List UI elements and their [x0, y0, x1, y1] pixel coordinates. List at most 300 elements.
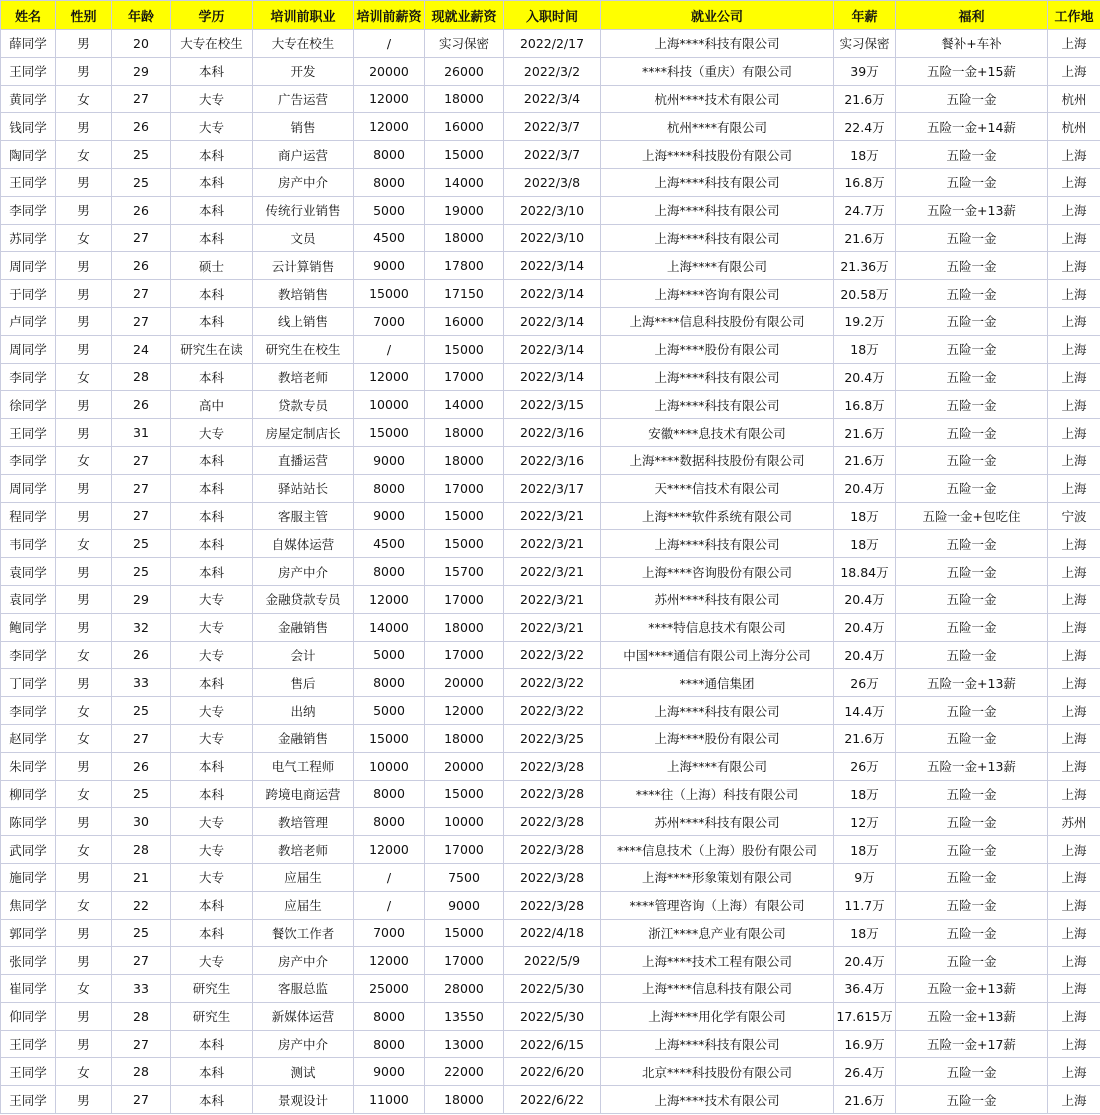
table-row [1, 57, 1100, 85]
header-benefits: 福利 [896, 1, 1048, 30]
cell-gender: 男 [56, 752, 112, 780]
cell-prior-salary: / [354, 863, 425, 891]
cell-prior-salary: 5000 [354, 697, 425, 725]
table-row [1, 947, 1100, 975]
cell-current-salary: 16000 [425, 113, 504, 141]
cell-annual-salary: 16.8万 [834, 168, 896, 196]
cell-company: ****往（上海）科技有限公司 [601, 780, 834, 808]
table-row [1, 1002, 1100, 1030]
cell-annual-salary: 12万 [834, 808, 896, 836]
cell-hire-date: 2022/3/28 [504, 808, 601, 836]
cell-benefits: 五险一金 [896, 780, 1048, 808]
cell-prior-salary: 20000 [354, 57, 425, 85]
cell-gender: 男 [56, 919, 112, 947]
cell-location: 杭州 [1048, 113, 1100, 141]
cell-education: 大专 [171, 85, 253, 113]
table-row [1, 752, 1100, 780]
cell-prior-job: 线上销售 [253, 307, 354, 335]
cell-company: 上海****信息科技股份有限公司 [601, 307, 834, 335]
cell-company: 上海****科技有限公司 [601, 196, 834, 224]
cell-hire-date: 2022/3/28 [504, 836, 601, 864]
table-row [1, 30, 1100, 58]
cell-location: 上海 [1048, 613, 1100, 641]
cell-prior-salary: / [354, 30, 425, 58]
cell-annual-salary: 20.4万 [834, 947, 896, 975]
cell-education: 本科 [171, 280, 253, 308]
cell-prior-job: 教培管理 [253, 808, 354, 836]
cell-location: 上海 [1048, 1058, 1100, 1086]
cell-name: 韦同学 [1, 530, 56, 558]
cell-prior-job: 文员 [253, 224, 354, 252]
cell-location: 上海 [1048, 30, 1100, 58]
cell-prior-salary: 8000 [354, 558, 425, 586]
cell-current-salary: 20000 [425, 752, 504, 780]
table-row [1, 1086, 1100, 1114]
cell-location: 上海 [1048, 391, 1100, 419]
cell-company: 上海****科技有限公司 [601, 697, 834, 725]
cell-benefits: 五险一金 [896, 724, 1048, 752]
cell-prior-job: 直播运营 [253, 446, 354, 474]
cell-name: 周同学 [1, 335, 56, 363]
cell-age: 25 [112, 780, 171, 808]
cell-name: 仰同学 [1, 1002, 56, 1030]
cell-current-salary: 17000 [425, 641, 504, 669]
cell-hire-date: 2022/3/10 [504, 196, 601, 224]
cell-age: 24 [112, 335, 171, 363]
cell-prior-salary: 15000 [354, 280, 425, 308]
cell-annual-salary: 18万 [834, 836, 896, 864]
cell-benefits: 五险一金 [896, 1058, 1048, 1086]
cell-education: 本科 [171, 196, 253, 224]
cell-gender: 男 [56, 196, 112, 224]
cell-gender: 女 [56, 446, 112, 474]
cell-age: 27 [112, 947, 171, 975]
cell-company: 上海****软件系统有限公司 [601, 502, 834, 530]
cell-benefits: 五险一金 [896, 1086, 1048, 1114]
cell-gender: 男 [56, 669, 112, 697]
cell-prior-job: 广告运营 [253, 85, 354, 113]
cell-hire-date: 2022/3/14 [504, 363, 601, 391]
cell-company: ****特信息技术有限公司 [601, 613, 834, 641]
cell-current-salary: 15000 [425, 141, 504, 169]
cell-education: 本科 [171, 1086, 253, 1114]
cell-gender: 男 [56, 558, 112, 586]
cell-prior-salary: 10000 [354, 391, 425, 419]
cell-company: 天****信技术有限公司 [601, 474, 834, 502]
cell-benefits: 五险一金+13薪 [896, 975, 1048, 1003]
cell-company: 苏州****科技有限公司 [601, 585, 834, 613]
cell-education: 本科 [171, 1058, 253, 1086]
cell-benefits: 五险一金+13薪 [896, 752, 1048, 780]
header-gender: 性别 [56, 1, 112, 30]
cell-benefits: 五险一金 [896, 224, 1048, 252]
cell-prior-job: 应届生 [253, 891, 354, 919]
table-row [1, 558, 1100, 586]
cell-prior-job: 研究生在校生 [253, 335, 354, 363]
cell-prior-job: 教培老师 [253, 836, 354, 864]
cell-prior-salary: 8000 [354, 141, 425, 169]
cell-hire-date: 2022/3/28 [504, 863, 601, 891]
cell-age: 26 [112, 641, 171, 669]
cell-age: 25 [112, 697, 171, 725]
cell-prior-salary: 14000 [354, 613, 425, 641]
cell-current-salary: 17000 [425, 474, 504, 502]
header-name: 姓名 [1, 1, 56, 30]
cell-prior-salary: 8000 [354, 669, 425, 697]
cell-name: 李同学 [1, 446, 56, 474]
cell-location: 上海 [1048, 669, 1100, 697]
cell-annual-salary: 22.4万 [834, 113, 896, 141]
table-row [1, 307, 1100, 335]
cell-prior-job: 会计 [253, 641, 354, 669]
cell-benefits: 五险一金 [896, 641, 1048, 669]
table-row [1, 641, 1100, 669]
cell-annual-salary: 17.615万 [834, 1002, 896, 1030]
cell-prior-salary: 5000 [354, 641, 425, 669]
cell-location: 上海 [1048, 1030, 1100, 1058]
cell-gender: 女 [56, 1058, 112, 1086]
cell-age: 31 [112, 419, 171, 447]
cell-location: 上海 [1048, 697, 1100, 725]
cell-company: 上海****技术工程有限公司 [601, 947, 834, 975]
cell-company: 杭州****有限公司 [601, 113, 834, 141]
cell-gender: 男 [56, 113, 112, 141]
cell-gender: 男 [56, 419, 112, 447]
cell-gender: 男 [56, 335, 112, 363]
cell-annual-salary: 26万 [834, 669, 896, 697]
cell-location: 上海 [1048, 224, 1100, 252]
cell-hire-date: 2022/5/30 [504, 1002, 601, 1030]
cell-company: 上海****科技有限公司 [601, 363, 834, 391]
cell-education: 硕士 [171, 252, 253, 280]
cell-name: 王同学 [1, 168, 56, 196]
cell-prior-salary: 8000 [354, 168, 425, 196]
cell-location: 上海 [1048, 752, 1100, 780]
cell-prior-salary: 5000 [354, 196, 425, 224]
cell-annual-salary: 39万 [834, 57, 896, 85]
cell-current-salary: 17150 [425, 280, 504, 308]
cell-prior-job: 教培销售 [253, 280, 354, 308]
cell-education: 大专 [171, 613, 253, 641]
cell-location: 上海 [1048, 446, 1100, 474]
cell-name: 武同学 [1, 836, 56, 864]
table-row [1, 836, 1100, 864]
cell-location: 上海 [1048, 585, 1100, 613]
cell-name: 李同学 [1, 641, 56, 669]
cell-gender: 女 [56, 530, 112, 558]
header-prior-salary: 培训前薪资 [354, 1, 425, 30]
table-row [1, 863, 1100, 891]
cell-benefits: 五险一金+17薪 [896, 1030, 1048, 1058]
table-row [1, 363, 1100, 391]
cell-gender: 男 [56, 502, 112, 530]
cell-name: 李同学 [1, 196, 56, 224]
cell-gender: 女 [56, 836, 112, 864]
cell-hire-date: 2022/6/15 [504, 1030, 601, 1058]
table-row [1, 252, 1100, 280]
cell-benefits: 五险一金 [896, 530, 1048, 558]
cell-prior-salary: 9000 [354, 252, 425, 280]
cell-annual-salary: 18万 [834, 141, 896, 169]
cell-location: 苏州 [1048, 808, 1100, 836]
cell-name: 钱同学 [1, 113, 56, 141]
table-row [1, 446, 1100, 474]
cell-company: 上海****股份有限公司 [601, 335, 834, 363]
cell-age: 25 [112, 168, 171, 196]
cell-prior-salary: 8000 [354, 474, 425, 502]
table-row [1, 1058, 1100, 1086]
cell-benefits: 五险一金 [896, 919, 1048, 947]
cell-education: 大专 [171, 419, 253, 447]
cell-education: 大专 [171, 947, 253, 975]
cell-hire-date: 2022/3/28 [504, 752, 601, 780]
cell-annual-salary: 18万 [834, 335, 896, 363]
cell-prior-job: 客服总监 [253, 975, 354, 1003]
cell-current-salary: 16000 [425, 307, 504, 335]
cell-location: 上海 [1048, 836, 1100, 864]
cell-current-salary: 18000 [425, 419, 504, 447]
cell-education: 本科 [171, 502, 253, 530]
cell-name: 焦同学 [1, 891, 56, 919]
cell-name: 鲍同学 [1, 613, 56, 641]
cell-prior-job: 房产中介 [253, 558, 354, 586]
cell-education: 大专 [171, 836, 253, 864]
cell-prior-job: 房产中介 [253, 1030, 354, 1058]
cell-age: 22 [112, 891, 171, 919]
cell-annual-salary: 21.6万 [834, 446, 896, 474]
cell-name: 程同学 [1, 502, 56, 530]
table-row [1, 391, 1100, 419]
cell-hire-date: 2022/3/15 [504, 391, 601, 419]
cell-annual-salary: 21.6万 [834, 224, 896, 252]
cell-education: 大专 [171, 585, 253, 613]
cell-location: 上海 [1048, 947, 1100, 975]
cell-prior-job: 金融销售 [253, 613, 354, 641]
cell-current-salary: 18000 [425, 224, 504, 252]
cell-current-salary: 14000 [425, 168, 504, 196]
cell-benefits: 五险一金+13薪 [896, 196, 1048, 224]
cell-annual-salary: 21.6万 [834, 85, 896, 113]
cell-location: 上海 [1048, 641, 1100, 669]
cell-age: 27 [112, 280, 171, 308]
cell-benefits: 五险一金+14薪 [896, 113, 1048, 141]
cell-education: 大专 [171, 697, 253, 725]
cell-education: 本科 [171, 224, 253, 252]
table-row [1, 808, 1100, 836]
cell-name: 王同学 [1, 1058, 56, 1086]
cell-age: 21 [112, 863, 171, 891]
cell-location: 上海 [1048, 335, 1100, 363]
cell-gender: 男 [56, 863, 112, 891]
cell-annual-salary: 36.4万 [834, 975, 896, 1003]
cell-benefits: 五险一金 [896, 141, 1048, 169]
cell-prior-salary: 8000 [354, 780, 425, 808]
cell-company: 北京****科技股份有限公司 [601, 1058, 834, 1086]
cell-company: 上海****形象策划有限公司 [601, 863, 834, 891]
cell-hire-date: 2022/3/16 [504, 446, 601, 474]
table-row [1, 168, 1100, 196]
cell-prior-job: 客服主管 [253, 502, 354, 530]
cell-education: 本科 [171, 57, 253, 85]
cell-prior-job: 新媒体运营 [253, 1002, 354, 1030]
table-row [1, 919, 1100, 947]
cell-annual-salary: 21.6万 [834, 724, 896, 752]
cell-annual-salary: 20.4万 [834, 641, 896, 669]
cell-current-salary: 15000 [425, 335, 504, 363]
cell-hire-date: 2022/3/14 [504, 280, 601, 308]
cell-benefits: 五险一金 [896, 836, 1048, 864]
cell-benefits: 五险一金 [896, 307, 1048, 335]
cell-gender: 女 [56, 363, 112, 391]
cell-company: 上海****科技股份有限公司 [601, 141, 834, 169]
cell-prior-salary: 8000 [354, 1002, 425, 1030]
cell-age: 28 [112, 1058, 171, 1086]
cell-education: 本科 [171, 446, 253, 474]
cell-age: 28 [112, 363, 171, 391]
cell-benefits: 五险一金 [896, 280, 1048, 308]
cell-gender: 男 [56, 947, 112, 975]
cell-current-salary: 22000 [425, 1058, 504, 1086]
cell-education: 研究生 [171, 1002, 253, 1030]
cell-prior-job: 金融贷款专员 [253, 585, 354, 613]
cell-age: 28 [112, 836, 171, 864]
cell-company: 安徽****息技术有限公司 [601, 419, 834, 447]
cell-age: 26 [112, 752, 171, 780]
cell-annual-salary: 21.36万 [834, 252, 896, 280]
cell-age: 29 [112, 57, 171, 85]
table-row [1, 585, 1100, 613]
cell-current-salary: 26000 [425, 57, 504, 85]
cell-prior-salary: 8000 [354, 1030, 425, 1058]
cell-gender: 男 [56, 1086, 112, 1114]
header-row [1, 1, 1100, 30]
cell-benefits: 餐补+车补 [896, 30, 1048, 58]
table-row [1, 419, 1100, 447]
cell-name: 薛同学 [1, 30, 56, 58]
cell-hire-date: 2022/3/22 [504, 697, 601, 725]
cell-gender: 男 [56, 585, 112, 613]
cell-education: 大专 [171, 808, 253, 836]
cell-company: 上海****股份有限公司 [601, 724, 834, 752]
table-row [1, 85, 1100, 113]
cell-benefits: 五险一金 [896, 363, 1048, 391]
cell-age: 26 [112, 252, 171, 280]
cell-location: 上海 [1048, 196, 1100, 224]
cell-company: ****信息技术（上海）股份有限公司 [601, 836, 834, 864]
header-age: 年龄 [112, 1, 171, 30]
cell-hire-date: 2022/3/21 [504, 502, 601, 530]
cell-company: 苏州****科技有限公司 [601, 808, 834, 836]
cell-education: 本科 [171, 168, 253, 196]
cell-age: 27 [112, 474, 171, 502]
cell-gender: 男 [56, 1002, 112, 1030]
table-row [1, 224, 1100, 252]
cell-prior-job: 出纳 [253, 697, 354, 725]
cell-benefits: 五险一金 [896, 947, 1048, 975]
cell-gender: 男 [56, 1030, 112, 1058]
cell-location: 上海 [1048, 141, 1100, 169]
cell-prior-salary: 9000 [354, 1058, 425, 1086]
cell-name: 王同学 [1, 419, 56, 447]
cell-current-salary: 14000 [425, 391, 504, 419]
cell-annual-salary: 实习保密 [834, 30, 896, 58]
cell-name: 周同学 [1, 252, 56, 280]
cell-education: 本科 [171, 141, 253, 169]
cell-annual-salary: 18万 [834, 530, 896, 558]
cell-name: 黄同学 [1, 85, 56, 113]
cell-current-salary: 19000 [425, 196, 504, 224]
cell-company: 杭州****技术有限公司 [601, 85, 834, 113]
cell-gender: 男 [56, 252, 112, 280]
cell-gender: 男 [56, 808, 112, 836]
cell-prior-salary: 4500 [354, 530, 425, 558]
cell-current-salary: 18000 [425, 446, 504, 474]
cell-name: 李同学 [1, 697, 56, 725]
cell-current-salary: 10000 [425, 808, 504, 836]
header-education: 学历 [171, 1, 253, 30]
cell-location: 宁波 [1048, 502, 1100, 530]
cell-company: 上海****科技有限公司 [601, 391, 834, 419]
cell-annual-salary: 21.6万 [834, 419, 896, 447]
cell-annual-salary: 20.4万 [834, 613, 896, 641]
cell-education: 本科 [171, 669, 253, 697]
cell-location: 上海 [1048, 530, 1100, 558]
cell-benefits: 五险一金 [896, 252, 1048, 280]
cell-location: 上海 [1048, 280, 1100, 308]
table-row [1, 280, 1100, 308]
cell-age: 29 [112, 585, 171, 613]
cell-gender: 男 [56, 57, 112, 85]
cell-hire-date: 2022/3/7 [504, 113, 601, 141]
cell-location: 上海 [1048, 419, 1100, 447]
header-prior-job: 培训前职业 [253, 1, 354, 30]
cell-current-salary: 17000 [425, 836, 504, 864]
cell-prior-job: 开发 [253, 57, 354, 85]
cell-education: 大专在校生 [171, 30, 253, 58]
cell-benefits: 五险一金+13薪 [896, 1002, 1048, 1030]
header-current-salary: 现就业薪资 [425, 1, 504, 30]
cell-name: 张同学 [1, 947, 56, 975]
cell-prior-job: 电气工程师 [253, 752, 354, 780]
cell-age: 26 [112, 113, 171, 141]
cell-company: 上海****数据科技股份有限公司 [601, 446, 834, 474]
cell-prior-job: 测试 [253, 1058, 354, 1086]
table-row [1, 697, 1100, 725]
cell-name: 柳同学 [1, 780, 56, 808]
cell-company: 上海****技术有限公司 [601, 1086, 834, 1114]
cell-age: 30 [112, 808, 171, 836]
cell-education: 本科 [171, 919, 253, 947]
cell-prior-salary: 7000 [354, 307, 425, 335]
cell-prior-job: 跨境电商运营 [253, 780, 354, 808]
cell-name: 施同学 [1, 863, 56, 891]
cell-annual-salary: 18万 [834, 780, 896, 808]
cell-benefits: 五险一金 [896, 613, 1048, 641]
cell-prior-job: 房产中介 [253, 168, 354, 196]
cell-age: 33 [112, 975, 171, 1003]
cell-prior-job: 自媒体运营 [253, 530, 354, 558]
cell-company: 上海****科技有限公司 [601, 168, 834, 196]
cell-gender: 女 [56, 724, 112, 752]
cell-current-salary: 20000 [425, 669, 504, 697]
table-row [1, 530, 1100, 558]
cell-benefits: 五险一金 [896, 419, 1048, 447]
cell-company: 上海****科技有限公司 [601, 224, 834, 252]
cell-prior-salary: / [354, 891, 425, 919]
cell-current-salary: 18000 [425, 724, 504, 752]
cell-location: 上海 [1048, 558, 1100, 586]
cell-name: 王同学 [1, 1086, 56, 1114]
